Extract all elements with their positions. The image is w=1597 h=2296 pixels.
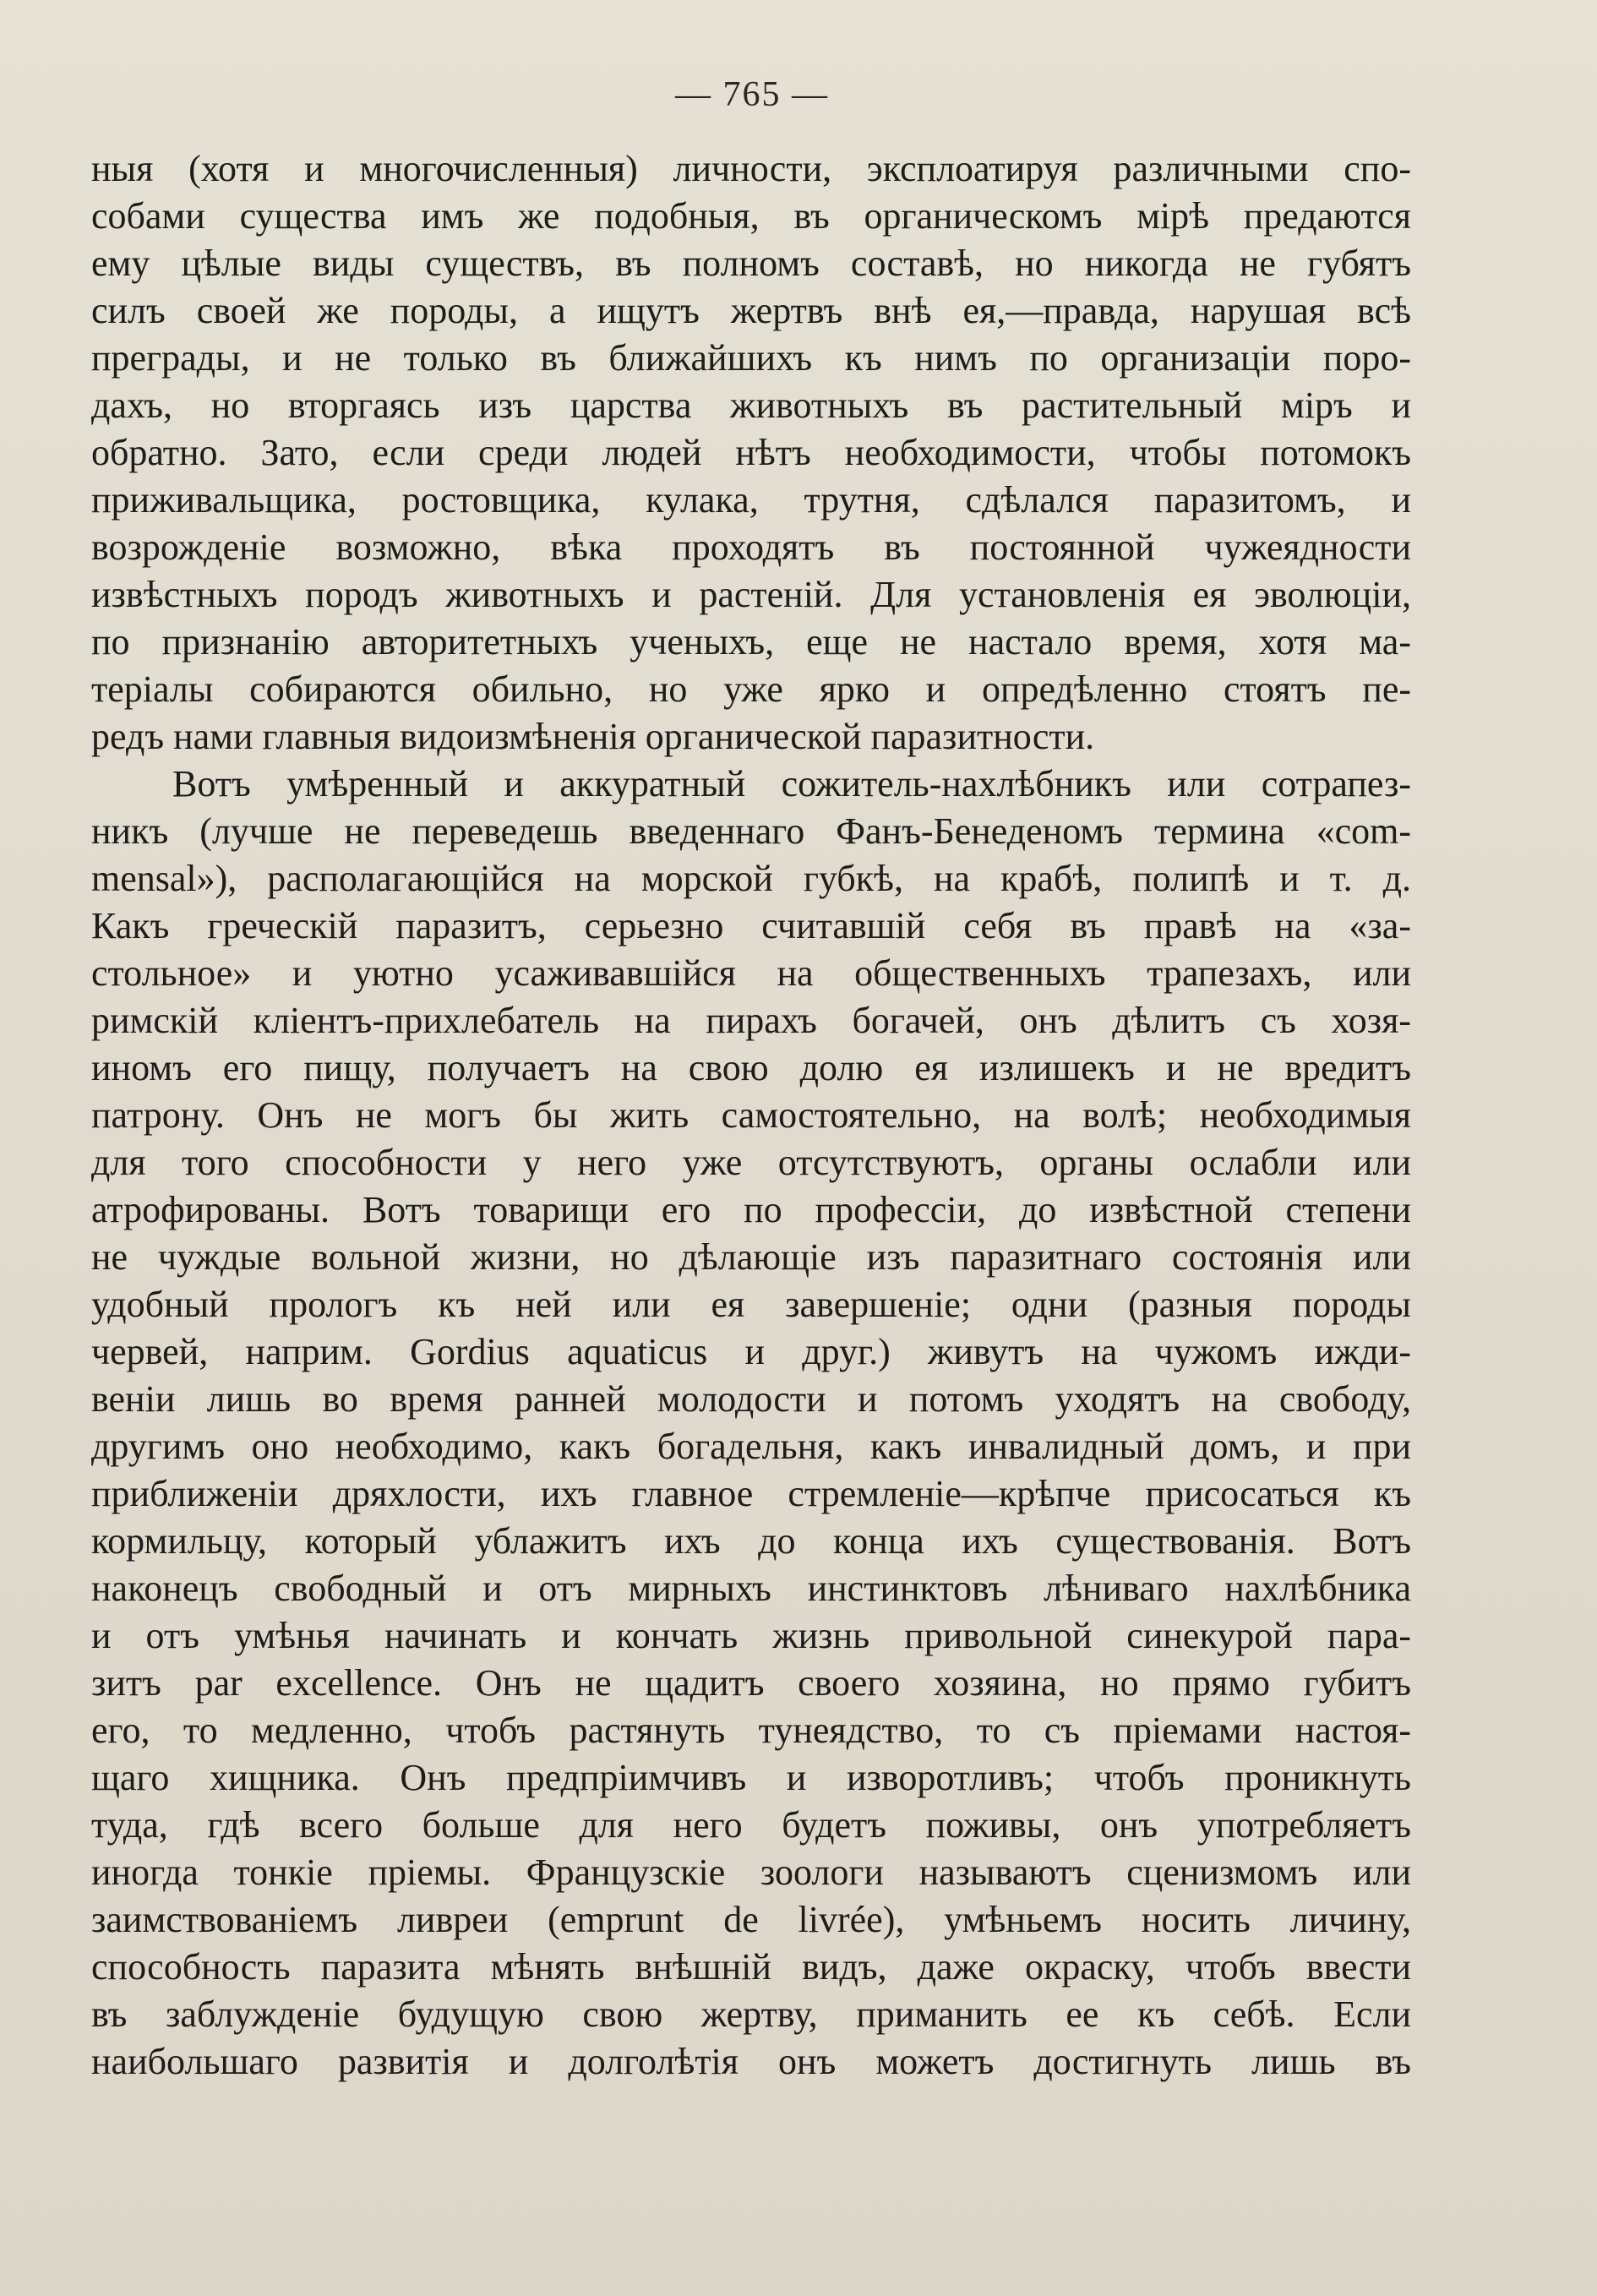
text-line: патрону. Онъ не могъ бы жить самостоятельно, на волѣ; необходимыя bbox=[91, 1094, 1411, 1136]
text-line: не чуждые вольной жизни, но дѣлающіе изъ паразитнаго состоянія или bbox=[91, 1236, 1411, 1278]
text-line: заимствованіемъ ливреи (emprunt de livrée), умѣньемъ носить личину, bbox=[91, 1899, 1411, 1940]
text-line: редъ нами главныя видоизмѣненія органической паразитности. bbox=[91, 716, 1095, 757]
text-line: туда, гдѣ всего больше для него будетъ поживы, онъ употребляетъ bbox=[91, 1804, 1411, 1846]
text-line: щаго хищника. Онъ предпріимчивъ и изворотливъ; чтобъ проникнуть bbox=[91, 1757, 1411, 1798]
text-line: веніи лишь во время ранней молодости и потомъ уходятъ на свободу, bbox=[91, 1378, 1411, 1420]
text-line: силъ своей же породы, а ищутъ жертвъ внѣ ея,—правда, нарушая всѣ bbox=[91, 290, 1411, 331]
text-line: преграды, и не только въ ближайшихъ къ нимъ по организаціи поро- bbox=[91, 337, 1411, 379]
text-line: наконецъ свободный и отъ мирныхъ инстинктовъ лѣниваго нахлѣбника bbox=[91, 1568, 1411, 1609]
text-line: иномъ его пищу, получаетъ на свою долю ея излишекъ и не вредитъ bbox=[91, 1047, 1411, 1088]
text-line: никъ (лучше не переведешь введеннаго Фанъ-Бенеденомъ термина «com- bbox=[91, 810, 1411, 852]
page-number: — 765 — bbox=[675, 75, 829, 114]
text-line: кормильцу, который ублажитъ ихъ до конца ихъ существованія. Вотъ bbox=[91, 1520, 1411, 1562]
text-line: теріалы собираются обильно, но уже ярко и опредѣленно стоятъ пе- bbox=[91, 668, 1411, 710]
text-line: дахъ, но вторгаясь изъ царства животныхъ въ растительный міръ и bbox=[91, 384, 1411, 426]
text-line: приближеніи дряхлости, ихъ главное стремленіе—крѣпче присосаться къ bbox=[91, 1473, 1411, 1514]
text-line: другимъ оно необходимо, какъ богадельня, какъ инвалидный домъ, и при bbox=[91, 1426, 1411, 1467]
text-line: Вотъ умѣренный и аккуратный сожитель-нахлѣбникъ или сотрапез- bbox=[172, 763, 1411, 804]
text-line: наибольшаго развитія и долголѣтія онъ можетъ достигнуть лишь въ bbox=[91, 2041, 1411, 2082]
text-line: ему цѣлые виды существъ, въ полномъ составѣ, но никогда не губятъ bbox=[91, 243, 1411, 284]
text-line: ныя (хотя и многочисленныя) личности, эксплоатируя различными спо- bbox=[91, 148, 1411, 189]
text-line: для того способности у него уже отсутствуютъ, органы ослабли или bbox=[91, 1142, 1411, 1183]
text-line: римскій кліентъ-прихлебатель на пирахъ богачей, онъ дѣлитъ съ хозя- bbox=[91, 1000, 1411, 1041]
text-line: атрофированы. Вотъ товарищи его по профессіи, до извѣстной степени bbox=[91, 1189, 1411, 1230]
text-line: удобный прологъ къ ней или ея завершеніе; одни (разныя породы bbox=[91, 1284, 1411, 1325]
text-line: въ заблужденіе будущую свою жертву, приманить ее къ себѣ. Если bbox=[91, 1993, 1411, 2035]
text-line: и отъ умѣнья начинать и кончать жизнь привольной синекурой пара- bbox=[91, 1615, 1411, 1656]
text-line: зитъ par excellence. Онъ не щадитъ своего хозяина, но прямо губитъ bbox=[91, 1662, 1411, 1704]
text-line: его, то медленно, чтобъ растянуть тунеядство, то съ пріемами настоя- bbox=[91, 1710, 1411, 1751]
text-line: возрожденіе возможно, вѣка проходятъ въ постоянной чужеядности bbox=[91, 526, 1411, 568]
text-line: иногда тонкіе пріемы. Французскіе зоологи называютъ сценизмомъ или bbox=[91, 1852, 1411, 1893]
text-line: приживальщика, ростовщика, кулака, трутня, сдѣлался паразитомъ, и bbox=[91, 479, 1411, 521]
text-line: обратно. Зато, если среди людей нѣтъ необходимости, чтобы потомокъ bbox=[91, 432, 1411, 473]
text-line: стольное» и уютно усаживавшійся на общественныхъ трапезахъ, или bbox=[91, 952, 1411, 994]
text-line: по признанію авторитетныхъ ученыхъ, еще не настало время, хотя ма- bbox=[91, 621, 1411, 663]
text-line: mensal»), располагающійся на морской губкѣ, на крабѣ, полипѣ и т. д. bbox=[91, 858, 1411, 899]
text-line: извѣстныхъ породъ животныхъ и растеній. Для установленія ея эволюціи, bbox=[91, 574, 1411, 615]
text-line: червей, наприм. Gordius aquaticus и друг.) живутъ на чужомъ ижди- bbox=[91, 1331, 1411, 1372]
text-line: способность паразита мѣнять внѣшній видъ, даже окраску, чтобъ ввести bbox=[91, 1946, 1411, 1988]
text-line: Какъ греческій паразитъ, серьезно считавшій себя въ правѣ на «за- bbox=[91, 905, 1411, 946]
body-text bbox=[91, 145, 1411, 2086]
text-line: собами существа имъ же подобныя, въ органическомъ мірѣ предаются bbox=[91, 195, 1411, 237]
